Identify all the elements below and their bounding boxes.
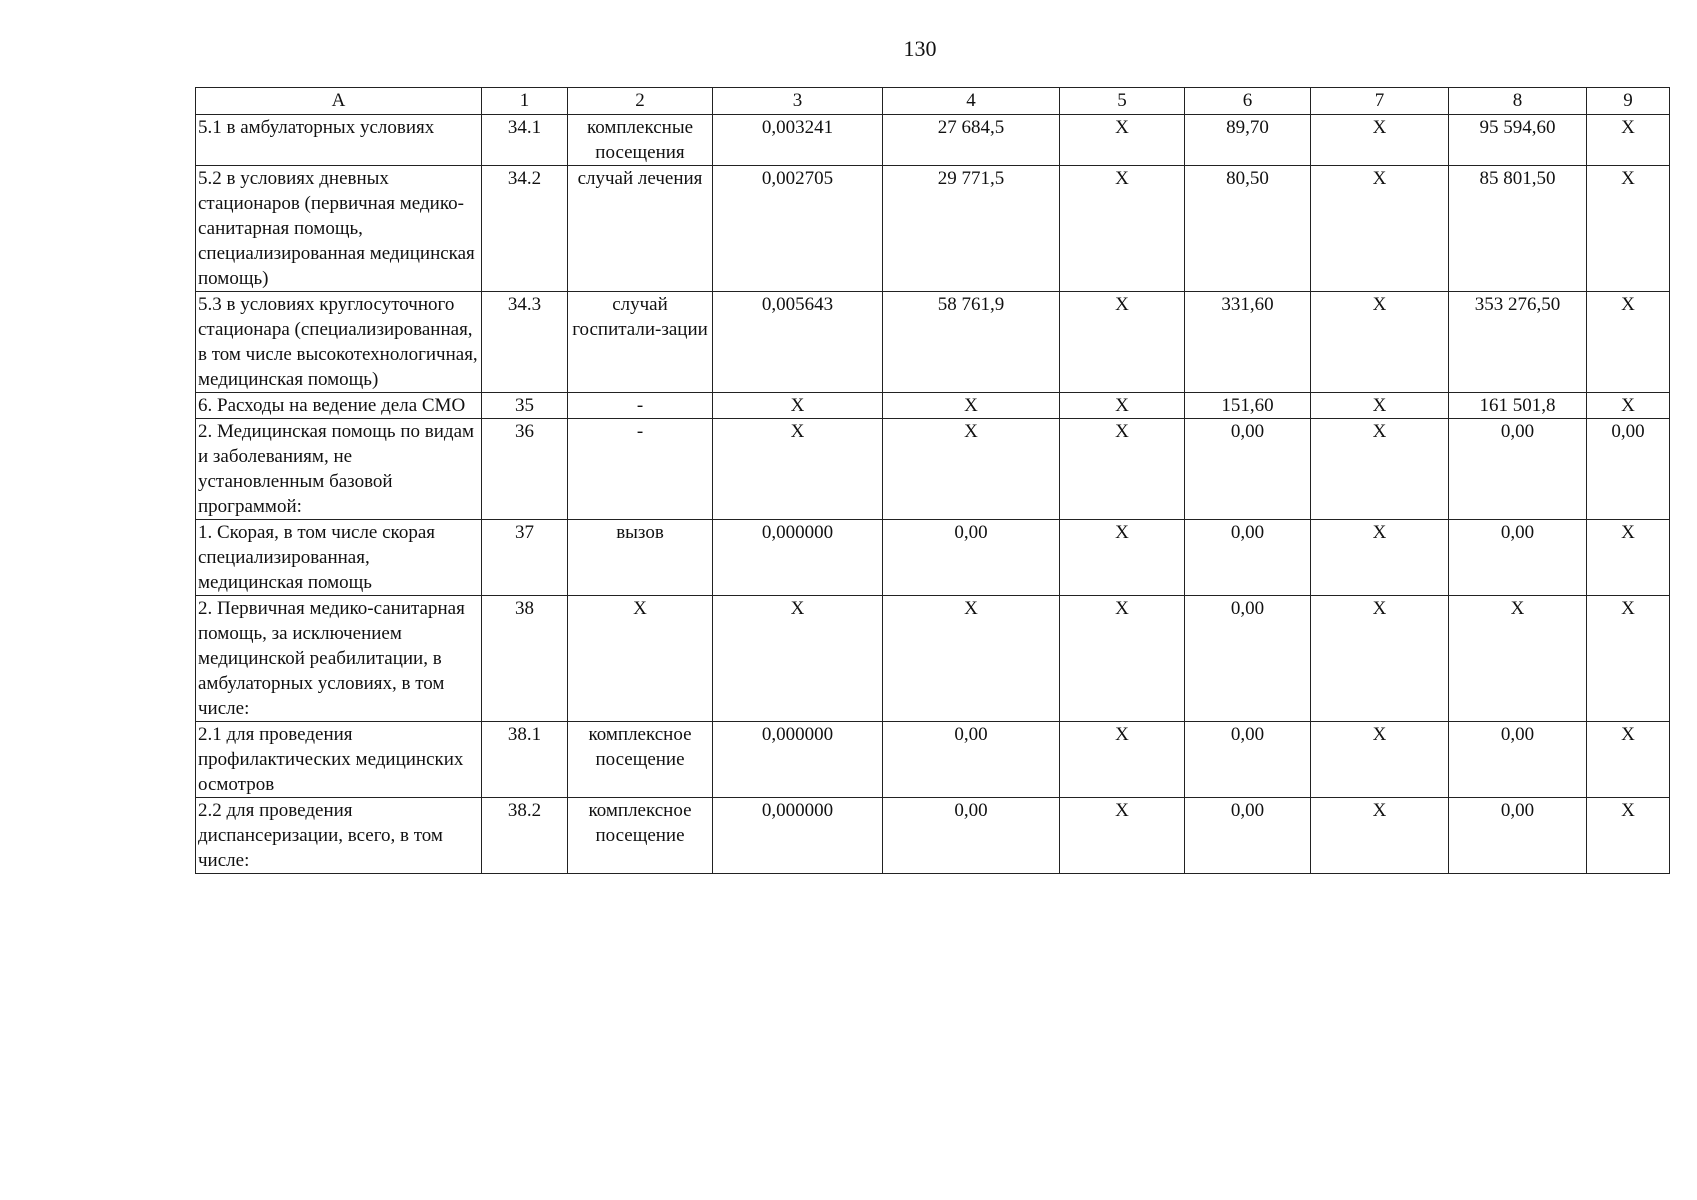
table-cell: Х (1060, 393, 1185, 419)
table-cell: 0,00 (1449, 722, 1587, 798)
table-cell: 0,00 (1185, 596, 1311, 722)
header-cell: 3 (713, 88, 883, 115)
table-cell: Х (1587, 292, 1670, 393)
table-cell: 58 761,9 (883, 292, 1060, 393)
table-cell: 0,00 (883, 722, 1060, 798)
table-cell: Х (568, 596, 713, 722)
table-cell: 80,50 (1185, 166, 1311, 292)
table-cell: 37 (482, 520, 568, 596)
table-cell: 89,70 (1185, 115, 1311, 166)
table-cell: 0,00 (1449, 419, 1587, 520)
table-cell: 2. Первичная медико-санитарная помощь, за исключением медицинской реабилитации, в амбулаторных условиях, в том числе: (196, 596, 482, 722)
table-cell: Х (1587, 596, 1670, 722)
header-cell: 9 (1587, 88, 1670, 115)
table-cell: 85 801,50 (1449, 166, 1587, 292)
table-cell: вызов (568, 520, 713, 596)
table-cell: 161 501,8 (1449, 393, 1587, 419)
header-cell: 2 (568, 88, 713, 115)
table-cell: Х (1060, 115, 1185, 166)
table-header-row (196, 88, 1670, 115)
table-cell: комплексное посещение (568, 798, 713, 874)
table-cell: 0,00 (1185, 520, 1311, 596)
header-cell: 4 (883, 88, 1060, 115)
table-cell: Х (713, 596, 883, 722)
table-cell: 0,00 (1449, 798, 1587, 874)
table-cell: - (568, 393, 713, 419)
table-row (196, 292, 1670, 393)
table-cell: 0,00 (1449, 520, 1587, 596)
table-cell: Х (1311, 166, 1449, 292)
page-number: 130 (903, 36, 937, 61)
table-cell: Х (883, 596, 1060, 722)
table-cell: 38 (482, 596, 568, 722)
table-cell: 95 594,60 (1449, 115, 1587, 166)
table-cell: 34.1 (482, 115, 568, 166)
table-cell: 0,000000 (713, 520, 883, 596)
table-cell: Х (1587, 115, 1670, 166)
table-cell: 2.2 для проведения диспансеризации, всего, в том числе: (196, 798, 482, 874)
table-cell: 35 (482, 393, 568, 419)
table-cell: Х (1587, 393, 1670, 419)
table-cell: Х (1587, 166, 1670, 292)
table-cell: 0,00 (1185, 722, 1311, 798)
table-cell: 0,000000 (713, 722, 883, 798)
table-cell: 1. Скорая, в том числе скорая специализированная, медицинская помощь (196, 520, 482, 596)
table-cell: 0,00 (1587, 419, 1670, 520)
table-cell: Х (1311, 393, 1449, 419)
table-cell: 36 (482, 419, 568, 520)
table-cell: комплексное посещение (568, 722, 713, 798)
table-cell: 34.2 (482, 166, 568, 292)
table-row (196, 520, 1670, 596)
table-cell: 2.1 для проведения профилактических медицинских осмотров (196, 722, 482, 798)
table-cell: 151,60 (1185, 393, 1311, 419)
table-cell: Х (1587, 722, 1670, 798)
table-cell: 5.2 в условиях дневных стационаров (первичная медико-санитарная помощь, специализированная медицинская помощь) (196, 166, 482, 292)
table-cell: - (568, 419, 713, 520)
table-cell: 34.3 (482, 292, 568, 393)
table-cell: Х (1311, 596, 1449, 722)
table-cell: Х (1311, 520, 1449, 596)
table-cell: Х (1060, 292, 1185, 393)
table-cell: 0,002705 (713, 166, 883, 292)
header-cell: 7 (1311, 88, 1449, 115)
table-cell: Х (1060, 596, 1185, 722)
table-cell: 0,003241 (713, 115, 883, 166)
table-cell: Х (1060, 722, 1185, 798)
table-row (196, 115, 1670, 166)
table-cell: 27 684,5 (883, 115, 1060, 166)
table-row (196, 722, 1670, 798)
table-cell: Х (1311, 419, 1449, 520)
table-cell: 5.3 в условиях круглосуточного стационара (специализированная, в том числе высокотехнологичная, медицинская помощь) (196, 292, 482, 393)
data-table (195, 87, 1670, 874)
header-cell: 8 (1449, 88, 1587, 115)
header-cell: 6 (1185, 88, 1311, 115)
table-cell: 0,00 (883, 798, 1060, 874)
table-cell: Х (883, 419, 1060, 520)
table-cell: Х (1060, 798, 1185, 874)
table-cell: Х (1587, 520, 1670, 596)
table-cell: Х (1449, 596, 1587, 722)
table-row (196, 419, 1670, 520)
table-cell: Х (1311, 292, 1449, 393)
table-cell: 331,60 (1185, 292, 1311, 393)
table-row (196, 166, 1670, 292)
table-cell: 2. Медицинская помощь по видам и заболеваниям, не установленным базовой программой: (196, 419, 482, 520)
table-cell: 5.1 в амбулаторных условиях (196, 115, 482, 166)
table-cell: Х (1060, 166, 1185, 292)
table-cell: Х (713, 419, 883, 520)
table-cell: Х (883, 393, 1060, 419)
table-cell: 29 771,5 (883, 166, 1060, 292)
table-cell: Х (1311, 722, 1449, 798)
table-cell: 0,00 (883, 520, 1060, 596)
table-cell: 6. Расходы на ведение дела СМО (196, 393, 482, 419)
table-cell: Х (1060, 520, 1185, 596)
table-cell: случай лечения (568, 166, 713, 292)
table-cell: Х (1311, 798, 1449, 874)
header-cell: 5 (1060, 88, 1185, 115)
table-cell: Х (713, 393, 883, 419)
table-cell: случай госпитали-зации (568, 292, 713, 393)
table-cell: 0,005643 (713, 292, 883, 393)
table-cell: комплексные посещения (568, 115, 713, 166)
table-cell: 38.1 (482, 722, 568, 798)
table-cell: 0,000000 (713, 798, 883, 874)
table-cell: Х (1587, 798, 1670, 874)
table-row (196, 798, 1670, 874)
table-row (196, 596, 1670, 722)
table-cell: Х (1060, 419, 1185, 520)
table-cell: 353 276,50 (1449, 292, 1587, 393)
table-row (196, 393, 1670, 419)
header-cell: 1 (482, 88, 568, 115)
table-cell: 0,00 (1185, 419, 1311, 520)
table-cell: 38.2 (482, 798, 568, 874)
table-cell: 0,00 (1185, 798, 1311, 874)
header-cell: А (196, 88, 482, 115)
table-cell: Х (1311, 115, 1449, 166)
